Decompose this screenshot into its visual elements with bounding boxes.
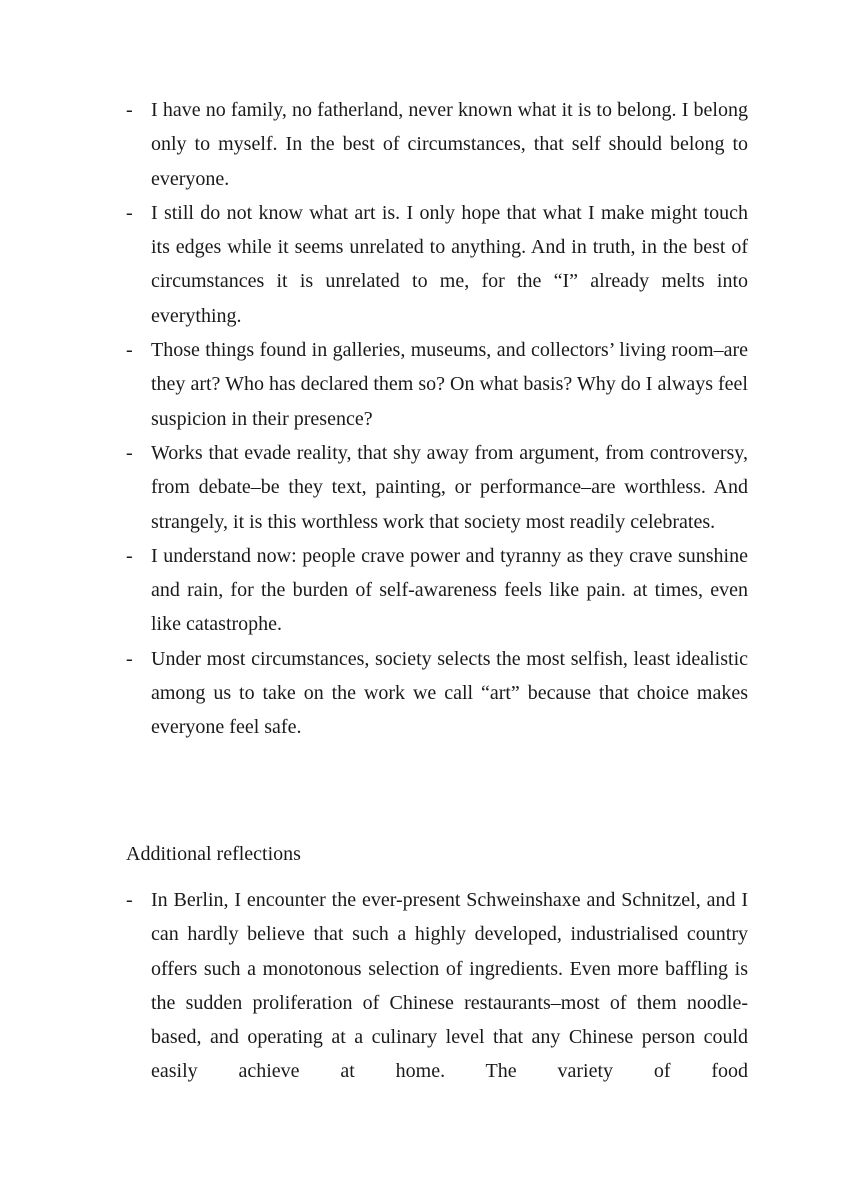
- list-item-text: Those things found in galleries, museums, and collectors’ living room–are they art? Who has declared them so? On what basis? Why do I always feel suspicion in their presence?: [151, 339, 748, 430]
- list-item: [126, 642, 748, 745]
- bullet-dash: -: [126, 889, 133, 911]
- list-item: [126, 93, 748, 196]
- section-heading: Additional reflections: [126, 843, 301, 865]
- bullet-dash: -: [126, 544, 133, 567]
- bullet-dash: -: [126, 339, 133, 362]
- list-item-text: In Berlin, I encounter the ever-present Schweinshaxe and Schnitzel, and I can hardly believe that such a highly developed, industrialised country offers such a monotonous selection of ingredients. Even more baffling is the sudden proliferation of Chinese restaurants–most of them noodle-based, and operating at a culinary level that any Chinese person could easily achieve at home. The variety of food: [151, 889, 748, 1083]
- bullet-dash: -: [126, 99, 133, 121]
- list-item-text: Under most circumstances, society selects the most selfish, least idealistic among us to take on the work we call “art” because that choice makes everyone feel safe.: [151, 647, 748, 739]
- list-item: [126, 883, 748, 1089]
- list-item-text: I understand now: people crave power and tyranny as they crave sunshine and rain, for the burden of self-awareness feels like pain. at times, even like catastrophe.: [151, 544, 748, 636]
- bullet-dash: -: [126, 441, 133, 464]
- additional-reflections-list: [126, 883, 748, 1089]
- list-item: [126, 436, 748, 539]
- list-item: [126, 333, 748, 436]
- list-item-text: Works that evade reality, that shy away from argument, from controversy, from debate–be they text, painting, or performance–are worthless. And strangely, it is this worthless work that society most readily celebrates.: [151, 441, 748, 533]
- bullet-dash: -: [126, 647, 133, 670]
- reflections-list: [126, 93, 748, 745]
- list-item-text: I still do not know what art is. I only hope that what I make might touch its edges while it seems unrelated to anything. And in truth, in the best of circumstances it is unrelated to me, for the “I” already melts into everything.: [151, 201, 748, 327]
- bullet-dash: -: [126, 201, 133, 224]
- list-item: [126, 196, 748, 333]
- list-item: [126, 539, 748, 642]
- list-item-text: I have no family, no fatherland, never known what it is to belong. I belong only to myself. In the best of circumstances, that self should belong to everyone.: [151, 99, 748, 190]
